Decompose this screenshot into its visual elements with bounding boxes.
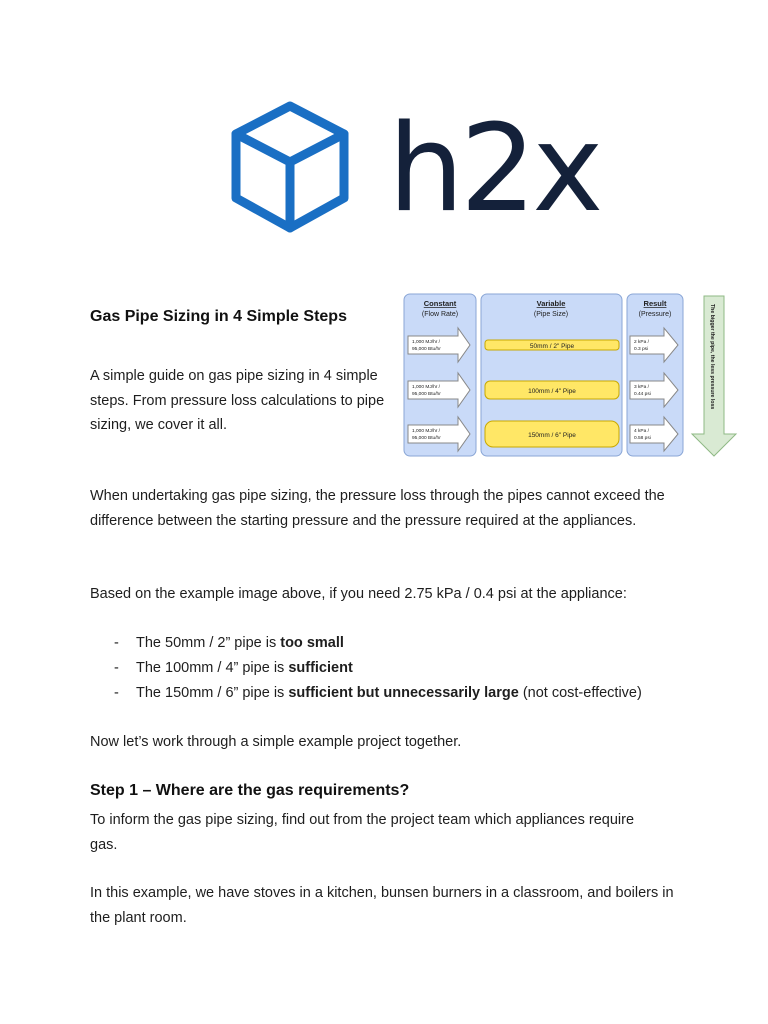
flow-label: 95,000 Btu/hr <box>412 347 441 352</box>
header-result-sub: (Pressure) <box>638 311 672 318</box>
pipe-list <box>114 631 642 706</box>
flow-label: 1,000 MJ/hr / <box>412 385 440 390</box>
result-label: 0.44 psi <box>634 392 651 397</box>
paragraph-pressure-loss: When undertaking gas pipe sizing, the pressure loss through the pipes cannot exceed the difference between the starting pressure and the pressure required at the appliances. <box>90 488 665 529</box>
list-item: - The 100mm / 4” pipe is sufficient <box>114 660 353 676</box>
result-label: 2 kPa / <box>634 340 649 345</box>
header-constant: Constant <box>423 299 457 308</box>
header-constant-sub: (Flow Rate) <box>421 311 459 318</box>
result-label: 0.3 psi <box>634 347 649 352</box>
result-label: 0.58 psi <box>634 436 651 441</box>
paragraph-intro-example: Now let’s work through a simple example project together. <box>90 734 462 750</box>
pipe-label: 50mm / 2" Pipe <box>529 343 575 350</box>
flow-label: 1,000 MJ/hr / <box>412 429 440 434</box>
step-1-paragraph-2: In this example, we have stoves in a kitchen, bunsen burners in a classroom, and boilers in the plant room. <box>90 885 674 926</box>
intro-title: Gas Pipe Sizing in 4 Simple Steps <box>90 308 347 325</box>
step-1-heading: Step 1 – Where are the gas requirements? <box>90 782 410 799</box>
pipe-label: 150mm / 6" Pipe <box>528 432 576 439</box>
intro-body: A simple guide on gas pipe sizing in 4 simple steps. From pressure loss calculations to pipe sizing, we cover it all. <box>90 368 385 433</box>
header-variable: Variable <box>536 299 566 308</box>
paragraph-example: Based on the example image above, if you need 2.75 kPa / 0.4 psi at the appliance: <box>90 586 627 602</box>
header-variable-sub: (Pipe Size) <box>533 311 569 318</box>
list-item: - The 150mm / 6” pipe is sufficient but unnecessarily large (not cost-effective) <box>114 685 642 701</box>
side-note: The bigger the pipe, the less pressure loss <box>709 304 715 410</box>
flow-label: 1,000 MJ/hr / <box>412 340 440 345</box>
pipe-sizing-diagram <box>402 290 738 460</box>
list-item: - The 50mm / 2” pipe is too small <box>114 635 344 651</box>
pipe-label: 100mm / 4" Pipe <box>528 388 576 395</box>
header-result: Result <box>643 299 667 308</box>
cube-icon <box>236 106 344 228</box>
step-1-paragraph-1: To inform the gas pipe sizing, find out from the project team which appliances require gas. <box>90 812 635 853</box>
flow-label: 95,000 Btu/hr <box>412 436 441 441</box>
flow-label: 95,000 Btu/hr <box>412 392 441 397</box>
result-label: 3 kPa / <box>634 385 649 390</box>
result-label: 4 kPa / <box>634 429 649 434</box>
logo-wordmark: h2x <box>388 100 600 239</box>
